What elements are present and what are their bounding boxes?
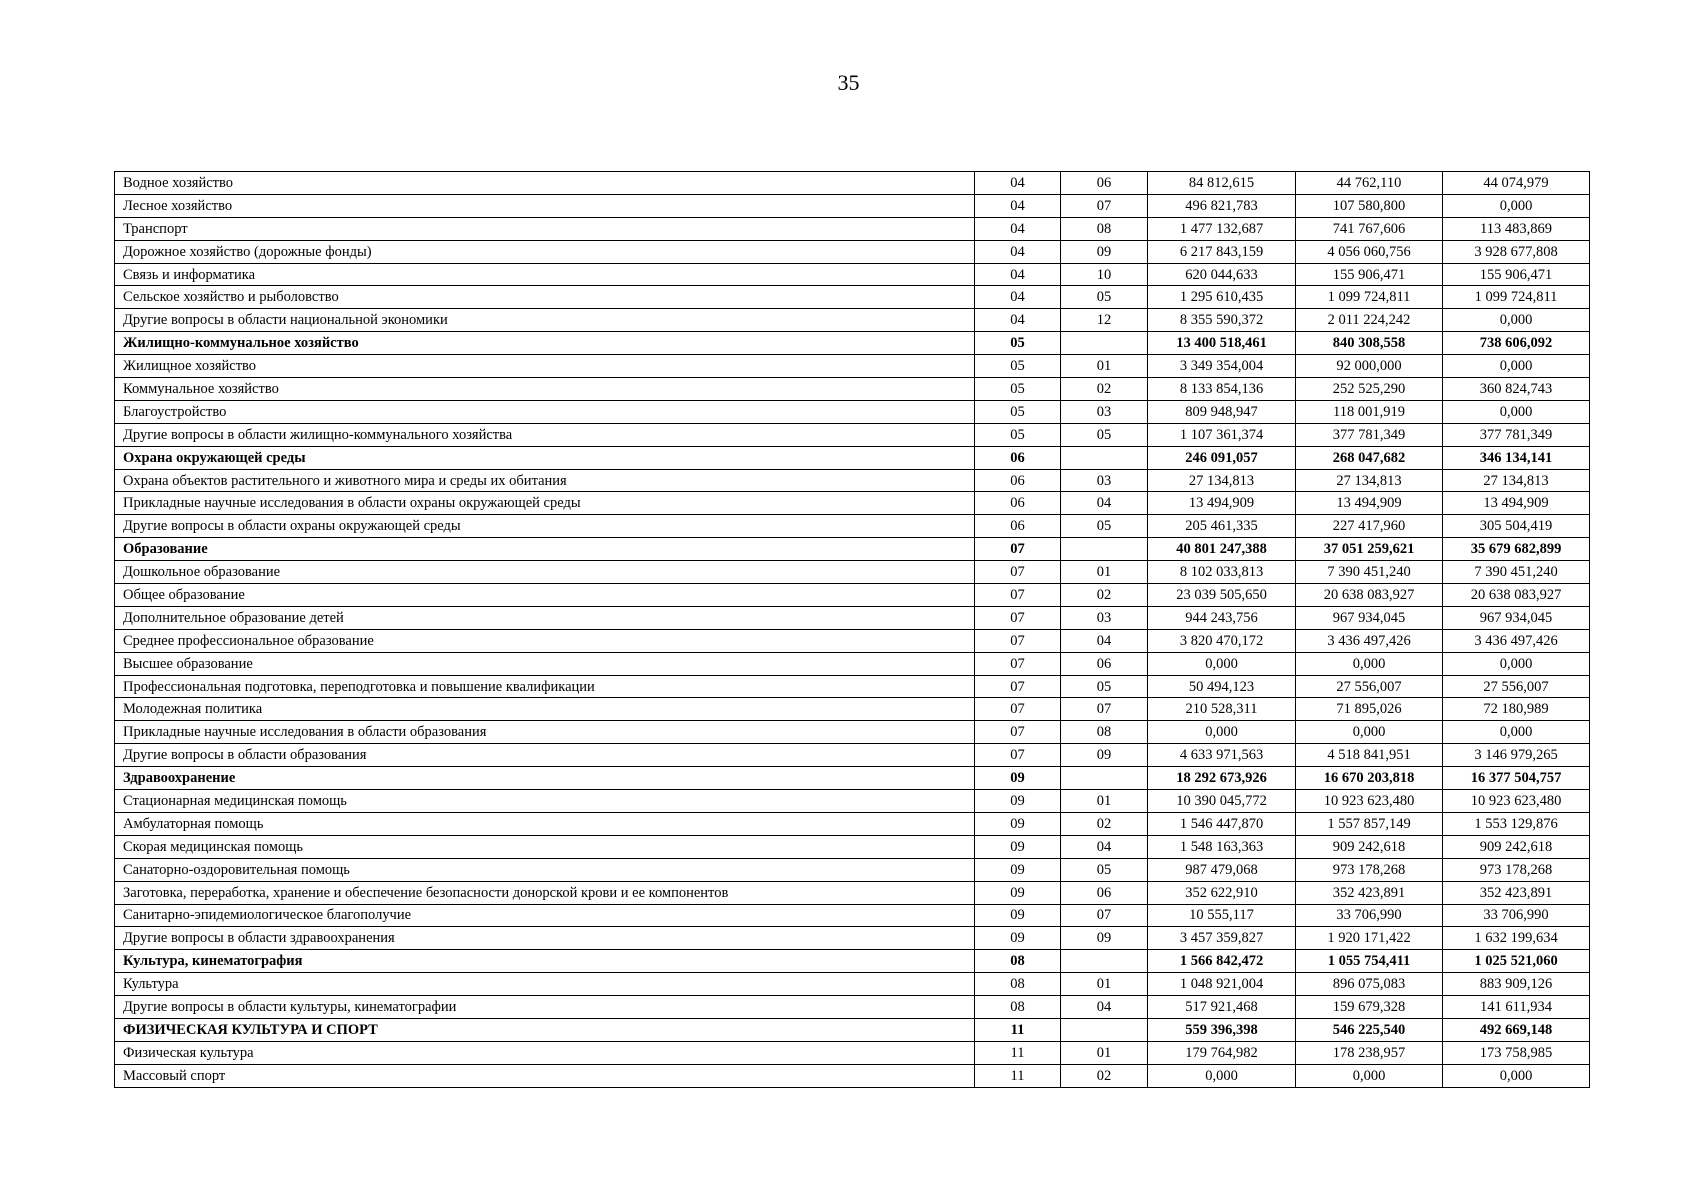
amount-year1-cell: 8 133 854,136 [1148,378,1296,401]
amount-year3-cell: 346 134,141 [1443,446,1590,469]
table-row [115,1064,1590,1087]
section-code-cell: 05 [975,332,1061,355]
table-row [115,973,1590,996]
amount-year3-cell: 16 377 504,757 [1443,767,1590,790]
subsection-code-cell: 06 [1061,652,1148,675]
table-row [115,721,1590,744]
subsection-code-cell: 04 [1061,835,1148,858]
budget-table [114,171,1590,1088]
amount-year1-cell: 1 548 163,363 [1148,835,1296,858]
amount-year3-cell: 973 178,268 [1443,858,1590,881]
amount-year1-cell: 10 555,117 [1148,904,1296,927]
amount-year1-cell: 210 528,311 [1148,698,1296,721]
row-name-cell: Водное хозяйство [115,172,975,195]
amount-year1-cell: 13 494,909 [1148,492,1296,515]
amount-year3-cell: 27 134,813 [1443,469,1590,492]
table-row [115,240,1590,263]
section-code-cell: 06 [975,469,1061,492]
row-name-cell: Дополнительное образование детей [115,606,975,629]
amount-year1-cell: 205 461,335 [1148,515,1296,538]
table-row [115,515,1590,538]
section-code-cell: 11 [975,1064,1061,1087]
subsection-code-cell [1061,332,1148,355]
table-row [115,881,1590,904]
section-code-cell: 09 [975,904,1061,927]
amount-year1-cell: 944 243,756 [1148,606,1296,629]
amount-year3-cell: 883 909,126 [1443,973,1590,996]
amount-year2-cell: 27 556,007 [1296,675,1443,698]
subsection-code-cell: 01 [1061,973,1148,996]
amount-year3-cell: 0,000 [1443,194,1590,217]
amount-year1-cell: 3 820 470,172 [1148,629,1296,652]
amount-year2-cell: 20 638 083,927 [1296,584,1443,607]
section-total-row [115,538,1590,561]
subsection-code-cell: 03 [1061,469,1148,492]
section-code-cell: 06 [975,515,1061,538]
amount-year2-cell: 44 762,110 [1296,172,1443,195]
amount-year3-cell: 352 423,891 [1443,881,1590,904]
amount-year3-cell: 20 638 083,927 [1443,584,1590,607]
row-name-cell: Жилищное хозяйство [115,355,975,378]
amount-year1-cell: 1 295 610,435 [1148,286,1296,309]
amount-year1-cell: 84 812,615 [1148,172,1296,195]
section-code-cell: 04 [975,309,1061,332]
amount-year2-cell: 10 923 623,480 [1296,790,1443,813]
amount-year2-cell: 4 518 841,951 [1296,744,1443,767]
amount-year2-cell: 1 557 857,149 [1296,812,1443,835]
amount-year2-cell: 33 706,990 [1296,904,1443,927]
section-code-cell: 11 [975,1018,1061,1041]
row-name-cell: Санаторно-оздоровительная помощь [115,858,975,881]
section-code-cell: 09 [975,767,1061,790]
row-name-cell: Культура, кинематография [115,950,975,973]
amount-year2-cell: 118 001,919 [1296,400,1443,423]
table-row [115,652,1590,675]
amount-year3-cell: 113 483,869 [1443,217,1590,240]
subsection-code-cell: 01 [1061,790,1148,813]
amount-year1-cell: 1 546 447,870 [1148,812,1296,835]
amount-year1-cell: 0,000 [1148,652,1296,675]
row-name-cell: Среднее профессиональное образование [115,629,975,652]
subsection-code-cell: 06 [1061,881,1148,904]
amount-year2-cell: 3 436 497,426 [1296,629,1443,652]
amount-year3-cell: 909 242,618 [1443,835,1590,858]
amount-year1-cell: 559 396,398 [1148,1018,1296,1041]
table-row [115,927,1590,950]
amount-year2-cell: 0,000 [1296,721,1443,744]
amount-year1-cell: 0,000 [1148,1064,1296,1087]
amount-year3-cell: 72 180,989 [1443,698,1590,721]
amount-year1-cell: 496 821,783 [1148,194,1296,217]
subsection-code-cell: 07 [1061,698,1148,721]
amount-year3-cell: 305 504,419 [1443,515,1590,538]
section-total-row [115,446,1590,469]
section-code-cell: 09 [975,881,1061,904]
page-number: 35 [837,70,860,95]
amount-year1-cell: 0,000 [1148,721,1296,744]
amount-year2-cell: 967 934,045 [1296,606,1443,629]
section-code-cell: 07 [975,561,1061,584]
section-code-cell: 04 [975,217,1061,240]
amount-year1-cell: 50 494,123 [1148,675,1296,698]
table-row [115,263,1590,286]
section-code-cell: 09 [975,927,1061,950]
row-name-cell: Санитарно-эпидемиологическое благополучие [115,904,975,927]
row-name-cell: Другие вопросы в области национальной экономики [115,309,975,332]
section-code-cell: 04 [975,286,1061,309]
amount-year1-cell: 10 390 045,772 [1148,790,1296,813]
amount-year3-cell: 492 669,148 [1443,1018,1590,1041]
amount-year2-cell: 377 781,349 [1296,423,1443,446]
row-name-cell: ФИЗИЧЕСКАЯ КУЛЬТУРА И СПОРТ [115,1018,975,1041]
amount-year2-cell: 27 134,813 [1296,469,1443,492]
row-name-cell: Скорая медицинская помощь [115,835,975,858]
table-row [115,286,1590,309]
amount-year2-cell: 159 679,328 [1296,996,1443,1019]
subsection-code-cell [1061,950,1148,973]
amount-year2-cell: 16 670 203,818 [1296,767,1443,790]
section-code-cell: 09 [975,858,1061,881]
amount-year3-cell: 3 436 497,426 [1443,629,1590,652]
table-row [115,1041,1590,1064]
section-code-cell: 11 [975,1041,1061,1064]
subsection-code-cell: 02 [1061,812,1148,835]
row-name-cell: Заготовка, переработка, хранение и обеспечение безопасности донорской крови и ее компонентов [115,881,975,904]
row-name-cell: Культура [115,973,975,996]
amount-year1-cell: 1 477 132,687 [1148,217,1296,240]
section-code-cell: 08 [975,996,1061,1019]
row-name-cell: Молодежная политика [115,698,975,721]
amount-year1-cell: 987 479,068 [1148,858,1296,881]
amount-year2-cell: 352 423,891 [1296,881,1443,904]
section-code-cell: 07 [975,744,1061,767]
table-row [115,858,1590,881]
row-name-cell: Амбулаторная помощь [115,812,975,835]
row-name-cell: Прикладные научные исследования в области образования [115,721,975,744]
subsection-code-cell: 10 [1061,263,1148,286]
amount-year1-cell: 1 566 842,472 [1148,950,1296,973]
section-total-row [115,1018,1590,1041]
table-row [115,835,1590,858]
row-name-cell: Высшее образование [115,652,975,675]
row-name-cell: Профессиональная подготовка, переподготовка и повышение квалификации [115,675,975,698]
amount-year3-cell: 0,000 [1443,355,1590,378]
section-code-cell: 07 [975,606,1061,629]
subsection-code-cell: 03 [1061,606,1148,629]
amount-year2-cell: 973 178,268 [1296,858,1443,881]
table-row [115,400,1590,423]
row-name-cell: Лесное хозяйство [115,194,975,217]
subsection-code-cell: 05 [1061,423,1148,446]
amount-year2-cell: 4 056 060,756 [1296,240,1443,263]
section-total-row [115,767,1590,790]
amount-year1-cell: 13 400 518,461 [1148,332,1296,355]
amount-year1-cell: 3 349 354,004 [1148,355,1296,378]
section-code-cell: 04 [975,240,1061,263]
amount-year3-cell: 0,000 [1443,652,1590,675]
amount-year2-cell: 546 225,540 [1296,1018,1443,1041]
amount-year3-cell: 738 606,092 [1443,332,1590,355]
section-code-cell: 08 [975,973,1061,996]
table-row [115,904,1590,927]
section-code-cell: 04 [975,194,1061,217]
row-name-cell: Дошкольное образование [115,561,975,584]
amount-year3-cell: 13 494,909 [1443,492,1590,515]
section-code-cell: 06 [975,492,1061,515]
table-row [115,812,1590,835]
section-code-cell: 06 [975,446,1061,469]
amount-year1-cell: 23 039 505,650 [1148,584,1296,607]
amount-year1-cell: 8 355 590,372 [1148,309,1296,332]
row-name-cell: Общее образование [115,584,975,607]
section-code-cell: 07 [975,538,1061,561]
amount-year1-cell: 8 102 033,813 [1148,561,1296,584]
budget-table-body [115,172,1590,1088]
subsection-code-cell: 06 [1061,172,1148,195]
amount-year2-cell: 155 906,471 [1296,263,1443,286]
section-code-cell: 07 [975,652,1061,675]
row-name-cell: Физическая культура [115,1041,975,1064]
amount-year3-cell: 7 390 451,240 [1443,561,1590,584]
table-row [115,309,1590,332]
amount-year2-cell: 92 000,000 [1296,355,1443,378]
subsection-code-cell: 05 [1061,675,1148,698]
section-code-cell: 09 [975,835,1061,858]
amount-year3-cell: 1 632 199,634 [1443,927,1590,950]
amount-year3-cell: 0,000 [1443,1064,1590,1087]
subsection-code-cell: 02 [1061,1064,1148,1087]
table-row [115,469,1590,492]
amount-year2-cell: 909 242,618 [1296,835,1443,858]
section-code-cell: 04 [975,172,1061,195]
amount-year3-cell: 1 553 129,876 [1443,812,1590,835]
amount-year3-cell: 1 099 724,811 [1443,286,1590,309]
amount-year3-cell: 155 906,471 [1443,263,1590,286]
section-code-cell: 05 [975,423,1061,446]
section-code-cell: 08 [975,950,1061,973]
row-name-cell: Другие вопросы в области культуры, кинематографии [115,996,975,1019]
table-row [115,172,1590,195]
section-code-cell: 07 [975,721,1061,744]
subsection-code-cell: 03 [1061,400,1148,423]
row-name-cell: Охрана окружающей среды [115,446,975,469]
row-name-cell: Сельское хозяйство и рыболовство [115,286,975,309]
section-code-cell: 09 [975,812,1061,835]
subsection-code-cell: 02 [1061,378,1148,401]
row-name-cell: Здравоохранение [115,767,975,790]
amount-year3-cell: 35 679 682,899 [1443,538,1590,561]
amount-year2-cell: 107 580,800 [1296,194,1443,217]
amount-year1-cell: 246 091,057 [1148,446,1296,469]
row-name-cell: Транспорт [115,217,975,240]
row-name-cell: Связь и информатика [115,263,975,286]
table-row [115,355,1590,378]
amount-year2-cell: 1 055 754,411 [1296,950,1443,973]
section-code-cell: 07 [975,584,1061,607]
row-name-cell: Прикладные научные исследования в области охраны окружающей среды [115,492,975,515]
subsection-code-cell: 04 [1061,996,1148,1019]
row-name-cell: Коммунальное хозяйство [115,378,975,401]
table-row [115,996,1590,1019]
row-name-cell: Образование [115,538,975,561]
amount-year3-cell: 33 706,990 [1443,904,1590,927]
amount-year2-cell: 13 494,909 [1296,492,1443,515]
subsection-code-cell: 09 [1061,927,1148,950]
amount-year1-cell: 1 107 361,374 [1148,423,1296,446]
subsection-code-cell: 04 [1061,492,1148,515]
amount-year1-cell: 27 134,813 [1148,469,1296,492]
subsection-code-cell: 09 [1061,240,1148,263]
row-name-cell: Другие вопросы в области охраны окружающей среды [115,515,975,538]
amount-year1-cell: 3 457 359,827 [1148,927,1296,950]
subsection-code-cell [1061,1018,1148,1041]
section-code-cell: 05 [975,355,1061,378]
table-row [115,217,1590,240]
amount-year3-cell: 3 146 979,265 [1443,744,1590,767]
amount-year2-cell: 71 895,026 [1296,698,1443,721]
amount-year1-cell: 352 622,910 [1148,881,1296,904]
amount-year1-cell: 40 801 247,388 [1148,538,1296,561]
subsection-code-cell: 04 [1061,629,1148,652]
amount-year1-cell: 4 633 971,563 [1148,744,1296,767]
section-code-cell: 07 [975,675,1061,698]
amount-year2-cell: 840 308,558 [1296,332,1443,355]
row-name-cell: Другие вопросы в области жилищно-коммунального хозяйства [115,423,975,446]
amount-year3-cell: 967 934,045 [1443,606,1590,629]
section-code-cell: 07 [975,629,1061,652]
amount-year1-cell: 1 048 921,004 [1148,973,1296,996]
amount-year1-cell: 179 764,982 [1148,1041,1296,1064]
amount-year2-cell: 7 390 451,240 [1296,561,1443,584]
subsection-code-cell: 05 [1061,286,1148,309]
section-total-row [115,332,1590,355]
row-name-cell: Другие вопросы в области образования [115,744,975,767]
amount-year2-cell: 37 051 259,621 [1296,538,1443,561]
table-row [115,744,1590,767]
table-row [115,492,1590,515]
table-row [115,790,1590,813]
amount-year1-cell: 6 217 843,159 [1148,240,1296,263]
amount-year2-cell: 227 417,960 [1296,515,1443,538]
amount-year3-cell: 360 824,743 [1443,378,1590,401]
table-row [115,561,1590,584]
amount-year2-cell: 2 011 224,242 [1296,309,1443,332]
subsection-code-cell: 01 [1061,1041,1148,1064]
amount-year3-cell: 44 074,979 [1443,172,1590,195]
subsection-code-cell: 08 [1061,217,1148,240]
amount-year3-cell: 141 611,934 [1443,996,1590,1019]
section-code-cell: 07 [975,698,1061,721]
subsection-code-cell: 07 [1061,904,1148,927]
amount-year2-cell: 741 767,606 [1296,217,1443,240]
amount-year3-cell: 0,000 [1443,309,1590,332]
amount-year2-cell: 252 525,290 [1296,378,1443,401]
amount-year3-cell: 3 928 677,808 [1443,240,1590,263]
subsection-code-cell [1061,767,1148,790]
amount-year3-cell: 10 923 623,480 [1443,790,1590,813]
section-code-cell: 05 [975,400,1061,423]
amount-year3-cell: 173 758,985 [1443,1041,1590,1064]
row-name-cell: Жилищно-коммунальное хозяйство [115,332,975,355]
amount-year3-cell: 377 781,349 [1443,423,1590,446]
amount-year2-cell: 0,000 [1296,1064,1443,1087]
amount-year2-cell: 1 920 171,422 [1296,927,1443,950]
row-name-cell: Массовый спорт [115,1064,975,1087]
row-name-cell: Стационарная медицинская помощь [115,790,975,813]
subsection-code-cell: 12 [1061,309,1148,332]
subsection-code-cell [1061,538,1148,561]
amount-year2-cell: 1 099 724,811 [1296,286,1443,309]
amount-year2-cell: 896 075,083 [1296,973,1443,996]
table-row [115,584,1590,607]
subsection-code-cell: 01 [1061,561,1148,584]
table-row [115,698,1590,721]
amount-year2-cell: 178 238,957 [1296,1041,1443,1064]
amount-year3-cell: 0,000 [1443,400,1590,423]
amount-year1-cell: 18 292 673,926 [1148,767,1296,790]
amount-year2-cell: 0,000 [1296,652,1443,675]
section-total-row [115,950,1590,973]
table-row [115,675,1590,698]
subsection-code-cell: 01 [1061,355,1148,378]
subsection-code-cell: 02 [1061,584,1148,607]
amount-year3-cell: 27 556,007 [1443,675,1590,698]
table-row [115,194,1590,217]
row-name-cell: Охрана объектов растительного и животного мира и среды их обитания [115,469,975,492]
row-name-cell: Благоустройство [115,400,975,423]
subsection-code-cell: 07 [1061,194,1148,217]
amount-year3-cell: 1 025 521,060 [1443,950,1590,973]
section-code-cell: 09 [975,790,1061,813]
amount-year3-cell: 0,000 [1443,721,1590,744]
subsection-code-cell: 05 [1061,515,1148,538]
table-row [115,423,1590,446]
subsection-code-cell [1061,446,1148,469]
section-code-cell: 05 [975,378,1061,401]
amount-year1-cell: 620 044,633 [1148,263,1296,286]
amount-year1-cell: 809 948,947 [1148,400,1296,423]
section-code-cell: 04 [975,263,1061,286]
subsection-code-cell: 08 [1061,721,1148,744]
amount-year2-cell: 268 047,682 [1296,446,1443,469]
row-name-cell: Дорожное хозяйство (дорожные фонды) [115,240,975,263]
table-row [115,378,1590,401]
table-row [115,606,1590,629]
amount-year1-cell: 517 921,468 [1148,996,1296,1019]
subsection-code-cell: 05 [1061,858,1148,881]
subsection-code-cell: 09 [1061,744,1148,767]
table-row [115,629,1590,652]
row-name-cell: Другие вопросы в области здравоохранения [115,927,975,950]
